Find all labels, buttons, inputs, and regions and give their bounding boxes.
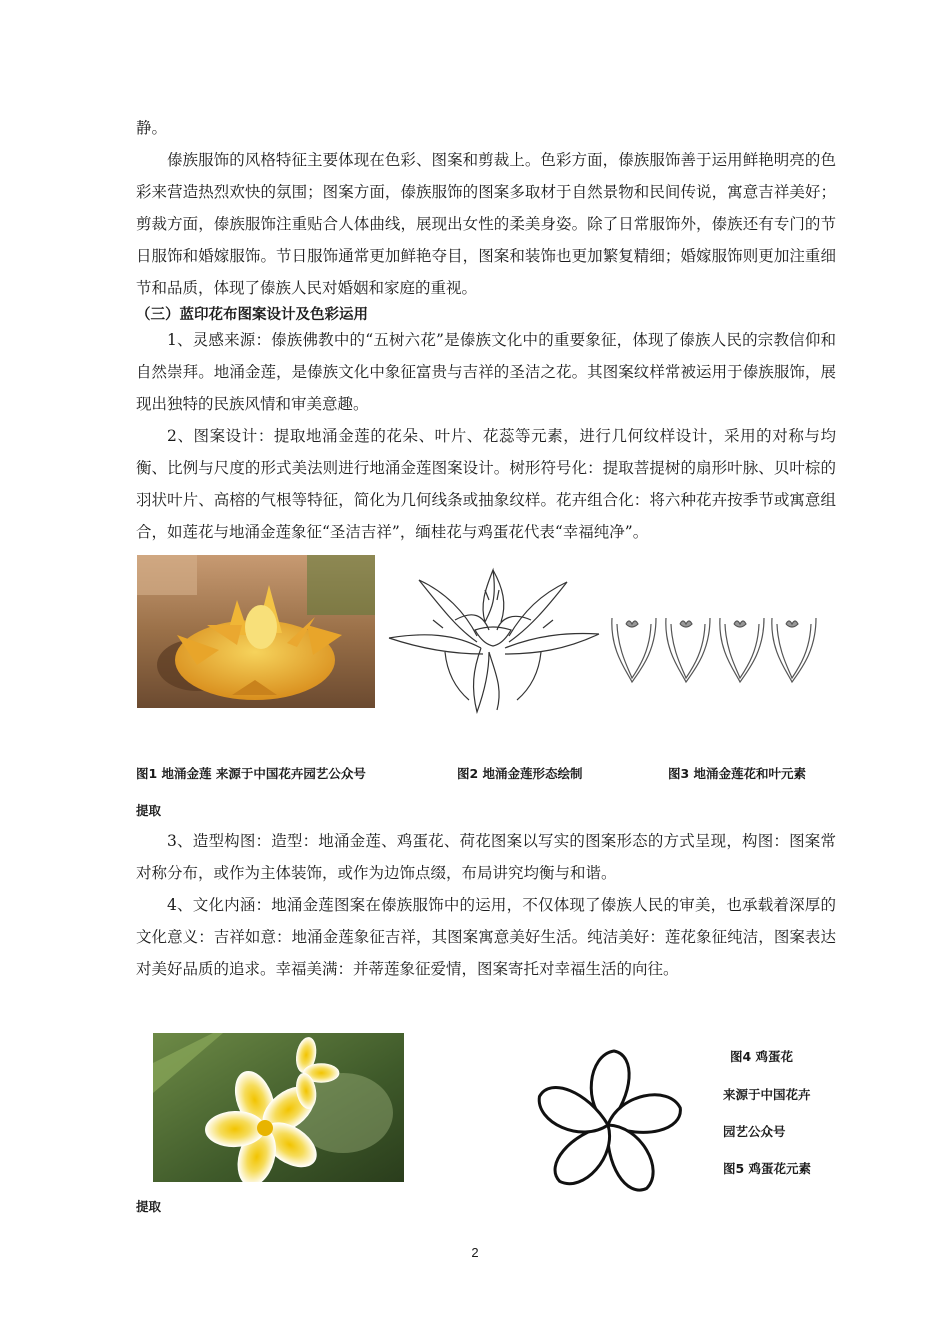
figure-petal-elements bbox=[608, 610, 818, 684]
figure-golden-lotus-photo bbox=[137, 555, 375, 708]
paragraph-pattern-design: 2、图案设计：提取地涌金莲的花朵、叶片、花蕊等元素，进行几何纹样设计，采用的对称与均衡、比例与尺度的形式美法则进行地涌金莲图案设计。树形符号化：提取菩提树的扇形叶脉、贝叶棕的羽状叶片、高榕的气根等特征，简化为几何线条或抽象纹样。花卉组合化：将六种花卉按季节或寓意组合，如莲花与地涌金莲象征“圣洁吉祥”，缅桂花与鸡蛋花代表“幸福纯净”。 bbox=[136, 427, 836, 541]
section-heading: （三）蓝印花布图案设计及色彩运用 bbox=[136, 307, 368, 323]
figure-5-caption: 图5 鸡蛋花元素 bbox=[723, 1161, 812, 1176]
figure-lotus-line-drawing bbox=[385, 560, 601, 715]
figure-frangipani-outline bbox=[527, 1045, 689, 1203]
paragraph-inspiration: 1、灵感来源：傣族佛教中的“五树六花”是傣族文化中的重要象征，体现了傣族人民的宗教信仰和自然崇拜。地涌金莲，是傣族文化中象征富贵与吉祥的圣洁之花。其图案纹样常被运用于傣族服饰，展现出独特的民族风情和审美意趣。 bbox=[136, 331, 836, 413]
page-number: 2 bbox=[471, 1245, 479, 1260]
figure-4-source-line1: 来源于中国花卉 bbox=[723, 1087, 811, 1102]
paragraph-style-features: 傣族服饰的风格特征主要体现在色彩、图案和剪裁上。色彩方面，傣族服饰善于运用鲜艳明亮的色彩来营造热烈欢快的氛围；图案方面，傣族服饰的图案多取材于自然景物和民间传说，寓意吉祥美好；剪裁方面，傣族服饰注重贴合人体曲线，展现出女性的柔美身姿。除了日常服饰外，傣族还有专门的节日服饰和婚嫁服饰。节日服饰通常更加鲜艳夺目，图案和装饰也更加繁复精细；婚嫁服饰则更加注重细节和品质，体现了傣族人民对婚姻和家庭的重视。 bbox=[136, 151, 836, 297]
figure-5-caption-continued: 提取 bbox=[136, 1199, 162, 1214]
figure-4-caption: 图4 鸡蛋花 bbox=[730, 1049, 794, 1064]
paragraph-cultural-meaning: 4、文化内涵：地涌金莲图案在傣族服饰中的运用，不仅体现了傣族人民的审美，也承载着深厚的文化意义：吉祥如意：地涌金莲象征吉祥，其图案寓意美好生活。纯洁美好：莲花象征纯洁，图案表达对美好品质的追求。幸福美满：并蒂莲象征爱情，图案寄托对幸福生活的向往。 bbox=[136, 896, 836, 978]
figure-1-caption: 图1 地涌金莲 来源于中国花卉园艺公众号 bbox=[136, 766, 366, 781]
figure-3-caption-continued: 提取 bbox=[136, 803, 162, 818]
paragraph-continuation: 静。 bbox=[136, 119, 168, 137]
paragraph-composition: 3、造型构图：造型：地涌金莲、鸡蛋花、荷花图案以写实的图案形态的方式呈现，构图：图案常对称分布，或作为主体装饰，或作为边饰点缀，布局讲究均衡与和谐。 bbox=[136, 832, 836, 882]
figure-2-caption: 图2 地涌金莲形态绘制 bbox=[457, 766, 583, 781]
figure-frangipani-photo bbox=[153, 1033, 404, 1182]
figure-4-source-line2: 园艺公众号 bbox=[723, 1124, 786, 1139]
figure-3-caption: 图3 地涌金莲花和叶元素 bbox=[668, 766, 807, 781]
